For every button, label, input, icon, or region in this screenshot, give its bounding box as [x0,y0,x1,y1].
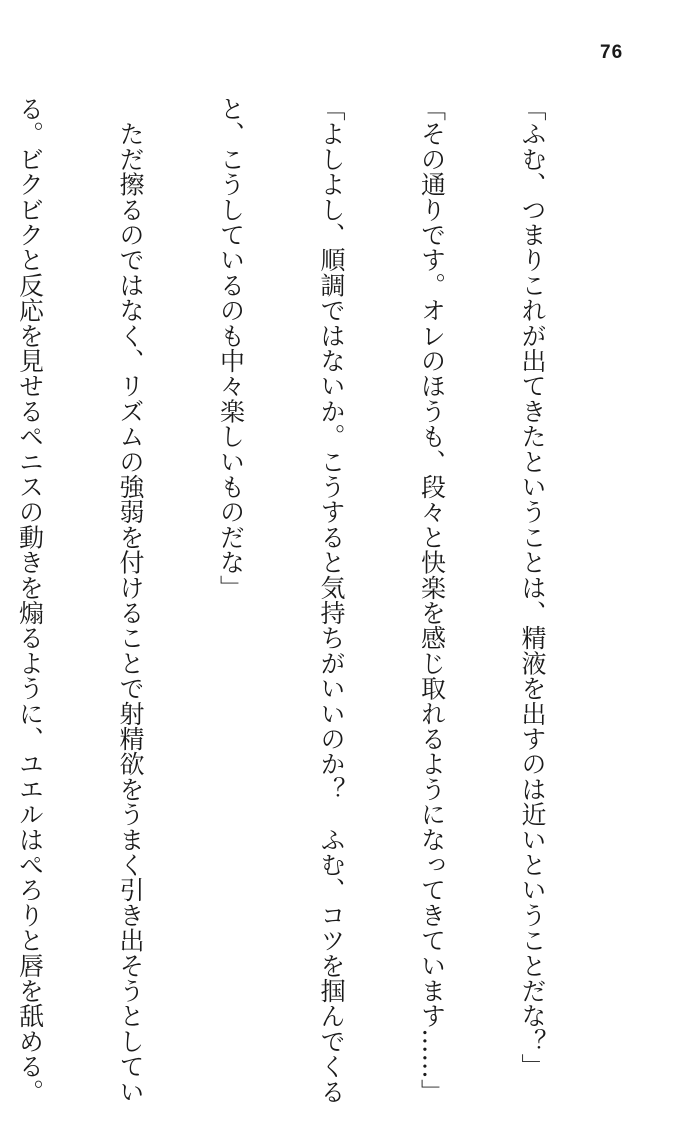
text-line: 「その通りです。オレのほうも、段々と快楽を感じ取れるようになってきています……」 [417,96,447,1104]
page-number: 76 [600,42,624,63]
text-line: と、こうしているのも中々楽しいものだな」 [216,96,246,600]
text-line: 「ふむ、つまりこれが出てきたということは、精液を出すのは近いということだな？」 [518,96,547,1079]
text-line: 「よしよし、順調ではないか。こうすると気持ちがいいのか？ ふむ、コツを掴んでくる [317,96,346,1104]
text-line: る。ビクビクと反応を見せるペニスの動きを煽るように、ユエルはぺろりと唇を舐める。 [15,96,45,1104]
text-line: ただ擦るのではなく、リズムの強弱を付けることで射精欲をうまく引き出そうとしてい [116,96,145,1104]
body-text [0,96,616,1104]
